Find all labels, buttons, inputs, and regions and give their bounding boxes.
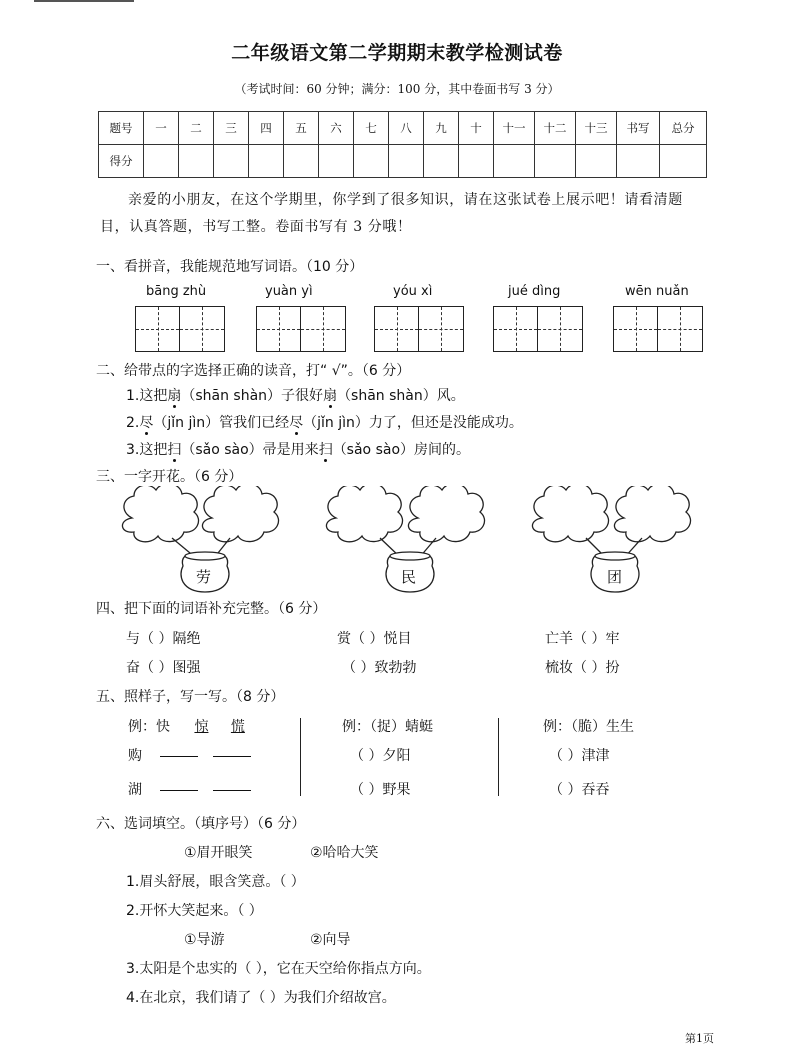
score-cell[interactable] [576,145,617,178]
q-text[interactable]: （shān shàn）风。 [337,388,465,404]
given-char: 湖 [128,782,142,798]
score-cell[interactable] [389,145,424,178]
score-header-cell: 一 [144,112,179,145]
score-header-cell: 九 [424,112,459,145]
s5-col2-example: 例：（捉）蜻蜓 [342,719,433,735]
intro-paragraph: 亲爱的小朋友，在这个学期里，你学到了很多知识，请在这张试卷上展示吧！请看清题目，认真答题，书写工整。卷面书写有 3 分哦！ [100,192,683,235]
score-header-cell: 七 [354,112,389,145]
writing-cell[interactable] [375,307,419,351]
word-option: ①眉开眼笑 [184,845,253,861]
score-table [98,111,707,178]
dotted-char: 扇 [167,388,182,404]
score-header-cell: 四 [249,112,284,145]
score-table-header-row [99,112,707,145]
s2-question-2 [126,412,523,432]
writing-cell[interactable] [180,307,224,351]
scan-artifact [34,0,134,2]
pot-char-1: 劳 [196,568,212,586]
s6-question-4[interactable]: 4.在北京，我们请了（ ）为我们介绍故宫。 [126,990,396,1006]
section-6-heading: 六、选词填空。（填序号）（6 分） [96,816,306,832]
score-header-cell: 十一 [494,112,535,145]
answer-blank[interactable] [213,789,251,791]
score-header-cell: 二 [179,112,214,145]
example-word: 慌 [230,719,245,735]
flower-pots-figure [0,486,794,596]
writing-cell[interactable] [614,307,658,351]
writing-grid-1[interactable] [135,306,225,352]
s6-question-3[interactable]: 3.太阳是个忠实的（ ），它在天空给你指点方向。 [126,961,431,977]
score-header-cell: 八 [389,112,424,145]
pot-char-2: 民 [401,568,417,586]
s5-col3-row1[interactable]: （ ）津津 [549,748,610,764]
q-text[interactable]: （sǎo sào）房间的。 [332,442,471,458]
q-text[interactable]: （jǐn jìn）力了，但还是没能成功。 [303,415,523,431]
example-prefix: 例：快 [128,719,170,735]
section-2-heading: 二、给带点的字选择正确的读音，打“ √”。（6 分） [96,363,411,379]
answer-blank[interactable] [160,789,198,791]
idiom-item[interactable]: 赏（ ）悦目 [337,631,412,647]
s6-question-2[interactable]: 2.开怀大笑起来。（ ） [126,903,263,919]
s5-col1-row1 [128,745,251,765]
section-1-heading: 一、看拼音，我能规范地写词语。（10 分） [96,259,364,275]
score-cell[interactable] [660,145,707,178]
score-header-cell: 书写 [617,112,660,145]
score-cell[interactable] [284,145,319,178]
s6-question-1[interactable]: 1.眉头舒展，眼含笑意。（ ） [126,874,305,890]
pinyin-4: jué dìng [508,284,561,299]
score-header-cell: 十二 [535,112,576,145]
idiom-item[interactable]: 梳妆（ ）扮 [545,660,620,676]
answer-blank[interactable] [213,755,251,757]
pot-char-3: 团 [607,568,623,586]
divider-line [300,718,301,796]
s5-col3-example: 例：（脆）生生 [543,719,634,735]
idiom-item[interactable]: 亡羊（ ）牢 [545,631,620,647]
writing-grid-4[interactable] [493,306,583,352]
score-cell[interactable] [459,145,494,178]
dotted-char: 扫 [318,442,333,458]
word-option: ②向导 [310,932,351,948]
idiom-item[interactable]: （ ）致勃勃 [342,660,417,676]
score-table-score-row [99,145,707,178]
writing-grid-2[interactable] [256,306,346,352]
pinyin-2: yuàn yì [265,284,313,299]
score-header-cell: 十三 [576,112,617,145]
page-title: 二年级语文第二学期期末教学检测试卷 [231,42,563,64]
pinyin-3: yóu xì [393,284,433,299]
score-header-cell: 总分 [660,112,707,145]
writing-grid-5[interactable] [613,306,703,352]
score-cell[interactable] [494,145,535,178]
section-3-heading: 三、一字开花。（6 分） [96,469,243,485]
writing-grid-3[interactable] [374,306,464,352]
score-header-cell: 十 [459,112,494,145]
answer-blank[interactable] [160,755,198,757]
writing-cell[interactable] [301,307,345,351]
example-word: 惊 [194,719,209,735]
dotted-char: 扫 [167,442,182,458]
dotted-char: 尽 [289,415,304,431]
s5-col3-row2[interactable]: （ ）吞吞 [549,782,610,798]
score-cell[interactable] [179,145,214,178]
pinyin-5: wēn nuǎn [625,284,689,299]
score-cell[interactable] [249,145,284,178]
s5-col1-row2 [128,779,251,799]
section-5-heading: 五、照样子，写一写。（8 分） [96,689,285,705]
writing-cell[interactable] [257,307,301,351]
q-text: 3.这把 [126,442,168,458]
score-cell[interactable] [354,145,389,178]
page-number: 第1页 [685,1032,714,1045]
dotted-char: 扇 [323,388,338,404]
score-header-cell: 三 [214,112,249,145]
writing-cell[interactable] [136,307,180,351]
writing-cell[interactable] [419,307,463,351]
s2-question-1 [126,385,465,405]
dotted-char: 尽 [139,415,154,431]
score-cell[interactable] [617,145,660,178]
score-cell[interactable] [214,145,249,178]
q-text[interactable]: （jǐn jìn）管我们已经 [153,415,290,431]
s5-col1-example [128,716,245,736]
pinyin-1: bāng zhù [146,284,207,299]
s5-col2-row2[interactable]: （ ）野果 [350,782,411,798]
section-4-heading: 四、把下面的词语补充完整。（6 分） [96,601,327,617]
score-row-label: 得分 [99,145,144,178]
score-header-cell: 六 [319,112,354,145]
q-text[interactable]: （shān shàn）子很好 [181,388,324,404]
score-header-cell: 题号 [99,112,144,145]
s2-question-3 [126,439,470,459]
word-option: ①导游 [184,932,225,948]
writing-cell[interactable] [494,307,538,351]
divider-line [498,718,499,796]
score-cell[interactable] [424,145,459,178]
score-cell[interactable] [144,145,179,178]
writing-cell[interactable] [658,307,702,351]
score-header-cell: 五 [284,112,319,145]
s5-col2-row1[interactable]: （ ）夕阳 [350,748,411,764]
exam-info: （考试时间：60 分钟；满分：100 分，其中卷面书写 3 分） [234,82,560,96]
idiom-item[interactable]: 与（ ）隔绝 [126,631,201,647]
q-text: 1.这把 [126,388,168,404]
word-option: ②哈哈大笑 [310,845,379,861]
score-cell[interactable] [535,145,576,178]
given-char: 购 [128,748,142,764]
idiom-item[interactable]: 奋（ ）图强 [126,660,201,676]
writing-cell[interactable] [538,307,582,351]
q-text: 2. [126,415,140,431]
q-text[interactable]: （sǎo sào）帚是用来 [181,442,319,458]
score-cell[interactable] [319,145,354,178]
